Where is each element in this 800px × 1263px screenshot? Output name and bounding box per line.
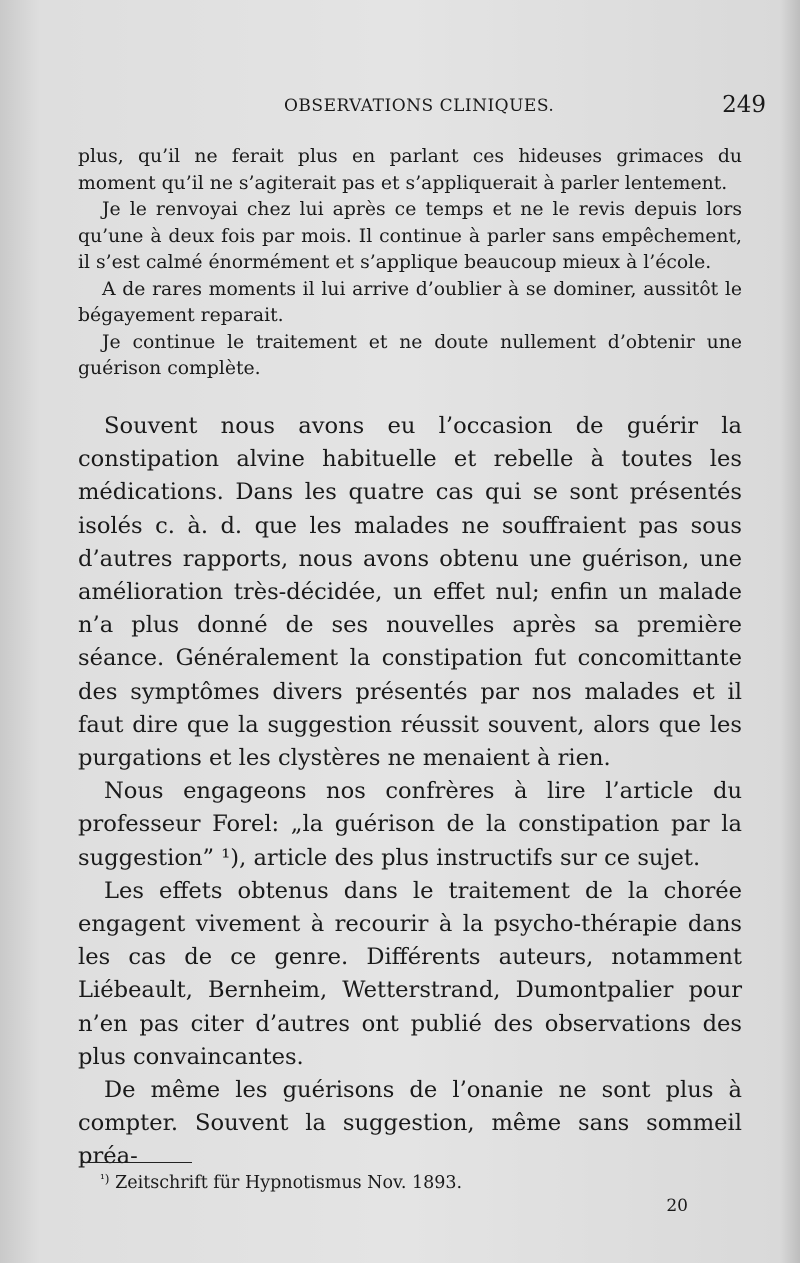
case-report-text xyxy=(78,144,742,383)
footnote xyxy=(100,1172,462,1193)
paragraph: Je le renvoyai chez lui après ce temps et ne le revis depuis lors qu’une à deux fois par mois. Il continue à parler sans empêchement, il s’est calmé énormément et s’applique beaucoup mieux à l’école. xyxy=(78,199,742,273)
paragraph: De même les guérisons de l’onanie ne sont plus à compter. Souvent la suggestion, même sans sommeil préa- xyxy=(78,1077,742,1170)
page-header xyxy=(78,92,766,126)
paragraph: Les effets obtenus dans le traitement de la chorée engagent vivement à recourir à la psycho-thérapie dans les cas de ce genre. Différents auteurs, notamment Liébeault, Bernheim, Wetterstrand, Dumontpalier pour n’en pas citer d’autres ont publié des observations des plus convaincantes. xyxy=(78,877,742,1070)
running-title: OBSERVATIONS CLINIQUES. xyxy=(284,96,555,116)
footnote-marker: ¹) xyxy=(100,1172,110,1186)
footnote-text: Zeitschrift für Hypnotismus Nov. 1893. xyxy=(115,1173,463,1193)
paragraph: plus, qu’il ne ferait plus en parlant ces hideuses grimaces du moment qu’il ne s’agiterait pas et s’appliquerait à parler lentement. xyxy=(78,146,742,194)
paragraph: Je continue le traitement et ne doute nullement d’obtenir une guérison complète. xyxy=(78,331,742,379)
signature-mark: 20 xyxy=(666,1196,688,1216)
footnote-divider xyxy=(82,1162,192,1163)
body-text xyxy=(78,410,742,1174)
paragraph: Nous engageons nos confrères à lire l’article du professeur Forel: „la guérison de la constipation par la suggestion” ¹), article des plus instructifs sur ce sujet. xyxy=(78,778,742,871)
page-number: 249 xyxy=(722,92,766,118)
paragraph: A de rares moments il lui arrive d’oublier à se dominer, aussitôt le bégayement reparait. xyxy=(78,278,742,326)
paragraph: Souvent nous avons eu l’occasion de guérir la constipation alvine habituelle et rebelle à toutes les médications. Dans les quatre cas qui se sont présentés isolés c. à. d. que les malades ne souffraient pas sous d’autres rapports, nous avons obtenu une guérison, une amélioration très-décidée, un effet nul; enfin un malade n’a plus donné de ses nouvelles après sa première séance. Généralement la constipation fut concomittante des symptômes divers présentés par nos malades et il faut dire que la suggestion réussit souvent, alors que les purgations et les clystères ne menaient à rien. xyxy=(78,413,742,772)
